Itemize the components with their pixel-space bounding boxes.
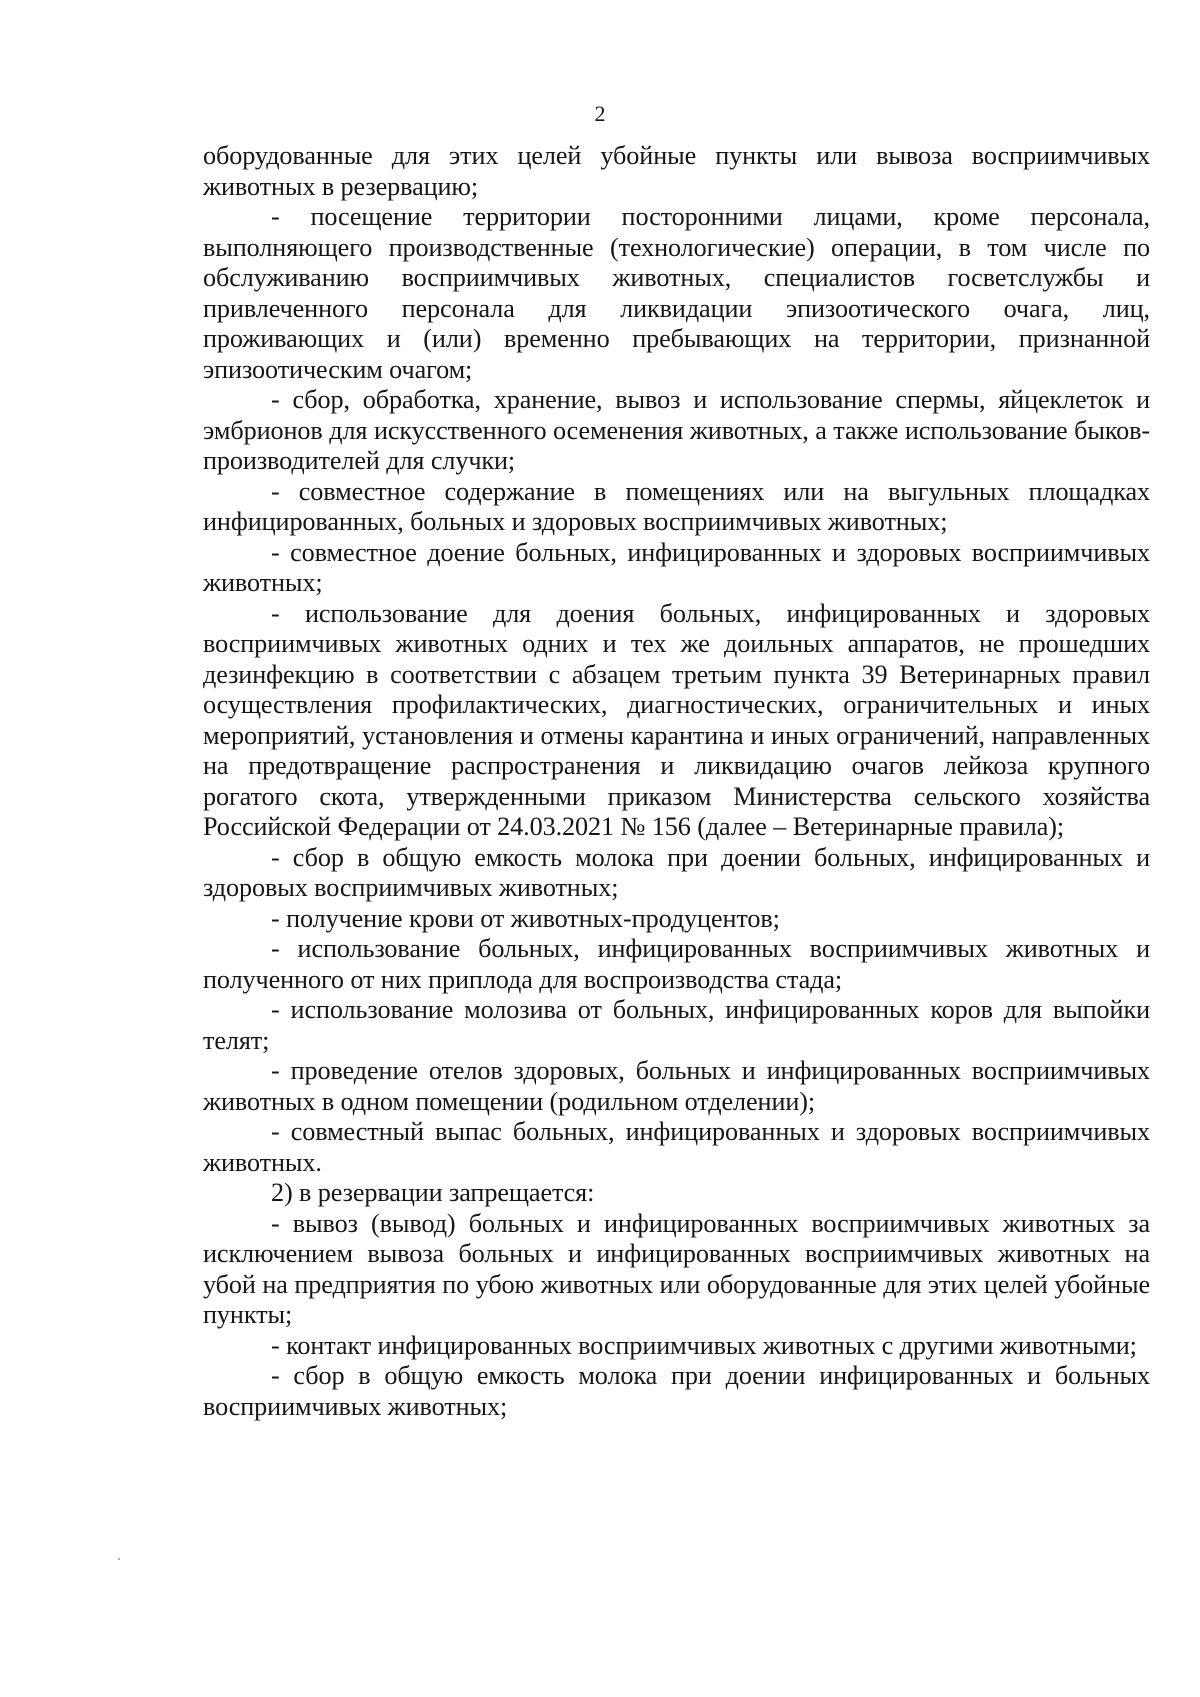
paragraph-sperm-ban: - сбор, обработка, хранение, вывоз и использование спермы, яйцеклеток и эмбрионов для искусственного осеменения животных, а также использование быков-производителей для случки; (203, 385, 1150, 475)
paragraph-calving-ban: - проведение отелов здоровых, больных и инфицированных восприимчивых животных в одном помещении (родильном отделении); (203, 1056, 1150, 1116)
paragraph-blood-ban: - получение крови от животных-продуцентов; (271, 903, 780, 933)
page-number: 2 (594, 101, 606, 126)
paragraph-visitors-ban: - посещение территории посторонними лицами, кроме персонала, выполняющего производственные (технологические) операции, в том числе по обслуживанию восприимчивых животных, специалистов госветслужбы и привлеченного персонала для ликвидации эпизоотического очага, лиц, проживающих и (или) временно пребывающих на территории, признанной эпизоотическим очагом; (203, 202, 1150, 384)
document-body (203, 141, 1150, 1422)
paragraph-milk-collection-ban: - сбор в общую емкость молока при доении больных, инфицированных и здоровых восприимчивых животных; (203, 842, 1150, 902)
paragraph-milk-common-container-ban: - сбор в общую емкость молока при доении инфицированных и больных восприимчивых животных; (203, 1361, 1150, 1421)
paragraph-removal-ban: - вывоз (вывод) больных и инфицированных восприимчивых животных за исключением вывоза больных и инфицированных восприимчивых животных на убой на предприятия по убою животных или оборудованные для этих целей убойные пункты; (203, 1208, 1150, 1329)
paragraph-milking-equipment-ban: - использование для доения больных, инфицированных и здоровых восприимчивых животных одних и тех же доильных аппаратов, не прошедших дезинфекцию в соответствии с абзацем третьим пункта 39 Ветеринарных правил осуществления профилактических, диагностических, ограничительных и иных мероприятий, установления и отмены карантина и иных ограничений, направленных на предотвращение распространения и ликвидацию очагов лейкоза крупного рогатого скота, утвержденными приказом Министерства сельского хозяйства Российской Федерации от 24.03.2021 № 156 (далее – Ветеринарные правила); (203, 598, 1150, 841)
paragraph-continuation: оборудованные для этих целей убойные пункты или вывоза восприимчивых животных в резервацию; (203, 141, 1150, 201)
paragraph-contact-ban: - контакт инфицированных восприимчивых животных с другими животными; (271, 1330, 1137, 1360)
paragraph-reproduction-ban: - использование больных, инфицированных восприимчивых животных и полученного от них приплода для воспроизводства стада; (203, 934, 1150, 994)
paragraph-reservation-heading: 2) в резервации запрещается: (271, 1178, 595, 1207)
scan-speck (118, 1558, 120, 1560)
paragraph-joint-milking-ban: - совместное доение больных, инфицированных и здоровых восприимчивых животных; (203, 537, 1150, 597)
paragraph-joint-keeping-ban: - совместное содержание в помещениях или на выгульных площадках инфицированных, больных и здоровых восприимчивых животных; (203, 476, 1150, 536)
paragraph-colostrum-ban: - использование молозива от больных, инфицированных коров для выпойки телят; (203, 995, 1150, 1055)
paragraph-grazing-ban: - совместный выпас больных, инфицированных и здоровых восприимчивых животных. (203, 1117, 1150, 1177)
